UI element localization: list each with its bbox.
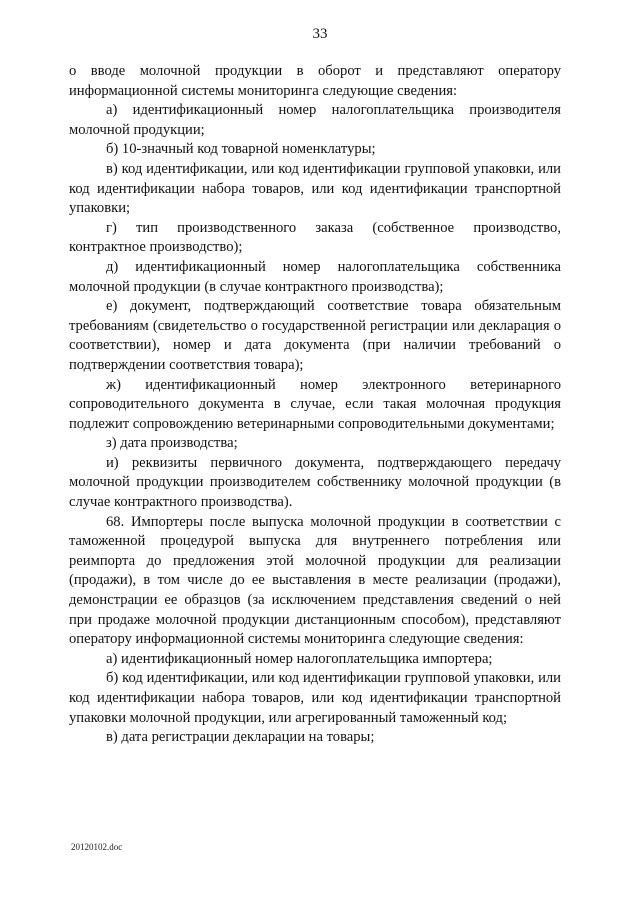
page-number: 33 (312, 26, 328, 42)
clause-68-item-v: в) дата регистрации декларации на товары; (106, 729, 375, 746)
list-item-zh: ж) идентификационный номер электронного ветеринарного сопроводительного документа в случае, если такая молочная продукция подлежит сопровождению ветеринарными сопроводительными документами; (69, 376, 561, 432)
list-item-i: и) реквизиты первичного документа, подтверждающего передачу молочной продукции производителем собственнику молочной продукции (в случае контрактного производства). (69, 454, 561, 511)
list-item-v: в) код идентификации, или код идентификации групповой упаковки, или код идентификации набора товаров, или код идентификации транспортной упаковки; (69, 160, 561, 217)
list-item-e: е) документ, подтверждающий соответствие товара обязательным требованиям (свидетельство о государственной регистрации или декларация о соответствии), номер и дата документа (при наличии требований о подтверждении соответствия товара); (69, 298, 561, 373)
clause-68-item-a: а) идентификационный номер налогоплательщика импортера; (106, 650, 493, 667)
list-item-z: з) дата производства; (106, 435, 238, 452)
clause-68-item-b: б) код идентификации, или код идентификации групповой упаковки, или код идентификации набора товаров, или код идентификации транспортной упаковки молочной продукции, или агрегированный таможенный код; (69, 670, 561, 726)
clause-68: 68. Импортеры после выпуска молочной продукции в соответствии с таможенной процедурой выпуска для внутреннего потребления или реимпорта до предложения этой молочной продукции для реализации (продажи), в том числе до ее выставления в месте реализации (продажи), демонстрации ее образцов (за исключением представления сведений о ней при продаже молочной продукции дистанционным способом), представляют оператору информационной системы мониторинга следующие сведения: (69, 513, 561, 648)
file-name-footer: 20120102.doc (71, 842, 123, 852)
paragraph-continuation: о вводе молочной продукции в оборот и представляют оператору информационной системы мониторинга следующие сведения: (69, 63, 561, 99)
list-item-b: б) 10-значный код товарной номенклатуры; (106, 141, 376, 158)
document-body (69, 62, 561, 748)
list-item-d: д) идентификационный номер налогоплательщика собственника молочной продукции (в случае контрактного производства); (69, 258, 561, 295)
list-item-a: а) идентификационный номер налогоплательщика производителя молочной продукции; (69, 102, 561, 138)
list-item-g: г) тип производственного заказа (собственное производство, контрактное производство); (69, 219, 561, 256)
